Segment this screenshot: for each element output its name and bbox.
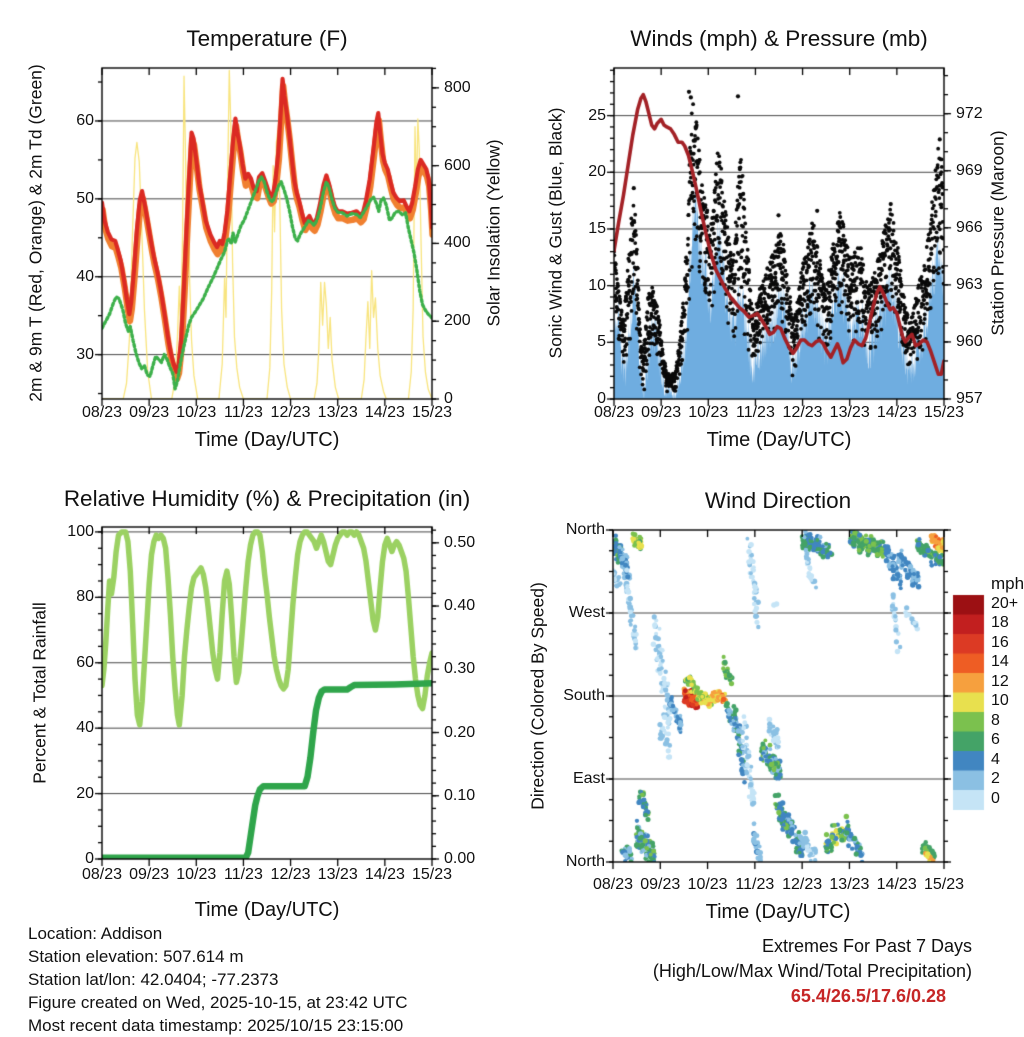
- footer-latlon: Station lat/lon: 42.0404; -77.2373: [28, 970, 279, 989]
- p3-xtick: 13/23: [317, 866, 358, 883]
- p4-ytick-left: North: [565, 853, 605, 870]
- p1-xtick: 12/23: [270, 404, 311, 421]
- p4-xtick: 13/23: [829, 876, 870, 893]
- colorbar-value-label: 12: [991, 672, 1009, 690]
- p1-ytick-left: 40: [76, 267, 94, 285]
- footer-created: Figure created on Wed, 2025-10-15, at 23:42 UTC: [28, 993, 408, 1012]
- p2-xtick: 09/23: [641, 404, 682, 421]
- extremes-values: 65.4/26.5/17.6/0.28: [790, 986, 946, 1006]
- p4-xtick: 09/23: [640, 876, 681, 893]
- p2-ytick-left: 15: [588, 219, 606, 237]
- p1-ytick-right: 200: [444, 312, 471, 330]
- colorbar-title: mph: [991, 574, 1024, 593]
- p2-ytick-right: 963: [956, 275, 983, 293]
- extremes-subtitle: (High/Low/Max Wind/Total Precipitation): [652, 961, 972, 981]
- p1-ytick-left: 60: [76, 111, 94, 129]
- p1-xtick: 14/23: [364, 404, 405, 421]
- p3-ytick-left: 80: [76, 588, 94, 606]
- p2-ytick-left: 20: [588, 163, 606, 181]
- p4-ytick-left: West: [568, 604, 605, 621]
- panel-title-winds-pressure: Winds (mph) & Pressure (mb): [630, 26, 928, 51]
- p3-xtick: 15/23: [411, 866, 453, 883]
- p1-xtick: 08/23: [81, 404, 123, 421]
- panel-title-wind-direction: Wind Direction: [704, 488, 852, 513]
- p4-xtick: 15/23: [923, 876, 965, 893]
- footer-timestamp: Most recent data timestamp: 2025/10/15 23:15:00: [28, 1016, 404, 1035]
- p3-ytick-left: 0: [85, 850, 94, 867]
- p4-ytick-left: South: [563, 687, 605, 704]
- p2-xtick: 08/23: [593, 404, 635, 421]
- p4-xtick: 08/23: [592, 876, 634, 893]
- p4-ytick-left: North: [565, 521, 605, 538]
- x-axis-label-temperature: Time (Day/UTC): [194, 429, 340, 451]
- p2-ytick-left: 0: [597, 390, 606, 407]
- y-axis-label-wind-left: Sonic Wind & Gust (Blue, Black): [545, 107, 566, 359]
- footer-location: Location: Addison: [28, 924, 163, 943]
- p1-ytick-right: 600: [444, 156, 471, 174]
- p3-ytick-left: 20: [76, 784, 94, 802]
- p3-ytick-right: 0.20: [444, 723, 476, 741]
- p2-ytick-right: 969: [956, 161, 983, 179]
- y-axis-label-solar-right: Solar Insolation (Yellow): [483, 139, 504, 327]
- p4-xtick: 11/23: [735, 876, 775, 893]
- p2-xtick: 13/23: [829, 404, 870, 421]
- p1-ytick-right: 800: [444, 78, 471, 96]
- p2-ytick-right: 972: [956, 104, 983, 122]
- p3-ytick-left: 40: [76, 719, 94, 737]
- p3-xtick: 10/23: [176, 866, 217, 883]
- p2-xtick: 14/23: [876, 404, 917, 421]
- p4-xtick: 10/23: [687, 876, 728, 893]
- p2-ytick-right: 960: [956, 332, 983, 350]
- p3-ytick-right: 0.10: [444, 786, 476, 804]
- colorbar-value-label: 0: [991, 789, 1000, 807]
- x-axis-label-winds: Time (Day/UTC): [706, 429, 852, 451]
- p1-ytick-left: 50: [76, 189, 94, 207]
- x-axis-label-wind-direction: Time (Day/UTC): [705, 901, 851, 923]
- p1-xtick: 09/23: [129, 404, 170, 421]
- p3-ytick-right: 0.40: [444, 597, 476, 615]
- colorbar-value-label: 18: [991, 614, 1009, 632]
- y-axis-label-percent-rainfall: Percent & Total Rainfall: [29, 602, 50, 784]
- p1-ytick-right: 400: [444, 234, 471, 252]
- p3-ytick-left: 60: [76, 653, 94, 671]
- colorbar-value-label: 4: [991, 750, 1000, 768]
- p2-ytick-left: 5: [597, 333, 606, 351]
- colorbar-value-label: 16: [991, 633, 1009, 651]
- p1-ytick-right: 0: [444, 390, 453, 407]
- colorbar-value-label: 2: [991, 770, 1000, 788]
- extremes-title: Extremes For Past 7 Days: [761, 936, 972, 956]
- p2-xtick: 10/23: [688, 404, 729, 421]
- p1-xtick: 13/23: [317, 404, 358, 421]
- p3-xtick: 11/23: [223, 866, 263, 883]
- p1-xtick: 11/23: [223, 404, 263, 421]
- p3-xtick: 14/23: [364, 866, 405, 883]
- colorbar-value-label: 6: [991, 731, 1000, 749]
- panel-title-humidity-precip: Relative Humidity (%) & Precipitation (in): [63, 486, 471, 511]
- p2-xtick: 15/23: [923, 404, 965, 421]
- y-axis-label-pressure-right: Station Pressure (Maroon): [987, 130, 1008, 336]
- colorbar-value-label: 20+: [991, 594, 1019, 612]
- footer-elevation: Station elevation: 507.614 m: [28, 947, 244, 966]
- panel-title-temperature: Temperature (F): [186, 26, 348, 51]
- p3-ytick-right: 0.00: [444, 850, 476, 867]
- colorbar-value-label: 14: [991, 653, 1009, 671]
- p3-ytick-right: 0.50: [444, 533, 476, 551]
- p2-ytick-right: 966: [956, 218, 983, 236]
- p4-xtick: 12/23: [782, 876, 823, 893]
- p4-xtick: 14/23: [876, 876, 917, 893]
- p3-xtick: 08/23: [81, 866, 123, 883]
- p4-ytick-left: East: [572, 770, 605, 787]
- y-axis-label-direction: Direction (Colored By Speed): [527, 582, 548, 810]
- extremes-block: [653, 934, 972, 1009]
- p3-ytick-left: 100: [67, 522, 94, 540]
- p3-xtick: 09/23: [129, 866, 170, 883]
- p2-ytick-left: 10: [588, 276, 606, 294]
- p3-xtick: 12/23: [270, 866, 311, 883]
- p1-xtick: 10/23: [176, 404, 217, 421]
- p1-xtick: 15/23: [411, 404, 453, 421]
- colorbar-value-label: 10: [991, 692, 1009, 710]
- station-footer: [28, 922, 408, 1037]
- x-axis-label-humidity: Time (Day/UTC): [194, 899, 340, 921]
- p1-ytick-left: 30: [76, 345, 94, 363]
- p2-ytick-right: 957: [956, 390, 983, 407]
- colorbar-value-label: 8: [991, 711, 1000, 729]
- y-axis-label-temperature-left: 2m & 9m T (Red, Orange) & 2m Td (Green): [25, 64, 46, 402]
- p2-xtick: 11/23: [735, 404, 775, 421]
- p2-xtick: 12/23: [782, 404, 823, 421]
- p3-ytick-right: 0.30: [444, 660, 476, 678]
- p2-ytick-left: 25: [588, 106, 606, 124]
